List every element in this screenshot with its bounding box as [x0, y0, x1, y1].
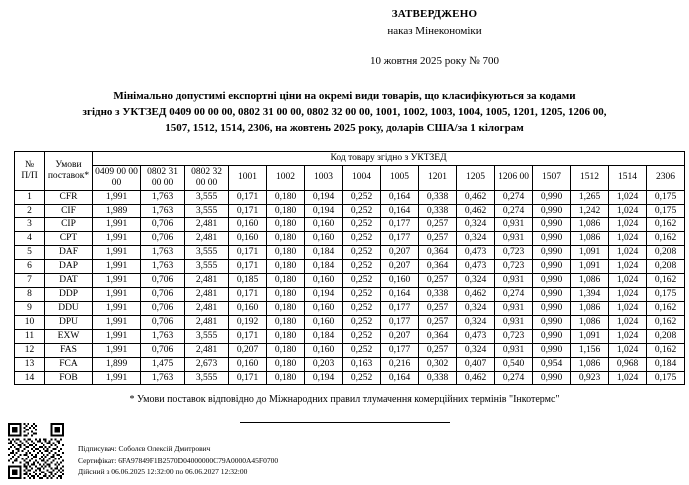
price-cell: 1,024	[609, 315, 647, 329]
price-cell: 0,338	[419, 190, 457, 204]
price-cell: 1,763	[141, 329, 185, 343]
price-cell: 1,024	[609, 260, 647, 274]
price-cell: 0,180	[267, 274, 305, 288]
price-cell: 0,257	[419, 315, 457, 329]
price-cell: 0,177	[381, 315, 419, 329]
price-cell: 0,184	[305, 260, 343, 274]
table-row	[15, 274, 685, 288]
document-title-line-1: Мінімально допустимі експортні ціни на окремі види товарів, що класифікуються за кодами	[113, 90, 576, 102]
price-cell: 1,989	[93, 204, 141, 218]
price-cell: 0,185	[229, 274, 267, 288]
price-cell: 1,086	[571, 218, 609, 232]
price-cell: 0,208	[647, 246, 685, 260]
price-cell: 0,160	[305, 301, 343, 315]
price-cell: 0,257	[419, 301, 457, 315]
price-cell: 1,265	[571, 190, 609, 204]
price-cell: 1,086	[571, 232, 609, 246]
price-cell: 2,481	[185, 218, 229, 232]
price-cell: 1,091	[571, 329, 609, 343]
price-cell: 0,252	[343, 301, 381, 315]
price-cell: 0,180	[267, 343, 305, 357]
price-cell: 1,024	[609, 246, 647, 260]
price-cell: 0,164	[381, 190, 419, 204]
price-cell: 0,462	[457, 371, 495, 385]
price-cell: 3,555	[185, 204, 229, 218]
price-cell: 0,180	[267, 190, 305, 204]
row-delivery-terms: DAT	[45, 274, 93, 288]
header-code-10: 1206 00	[495, 165, 533, 190]
price-cell: 0,192	[229, 315, 267, 329]
price-cell: 1,991	[93, 260, 141, 274]
table-row	[15, 357, 685, 371]
price-cell: 1,991	[93, 301, 141, 315]
price-cell: 0,338	[419, 204, 457, 218]
price-cell: 0,162	[647, 218, 685, 232]
approval-block	[194, 8, 675, 37]
price-cell: 0,207	[381, 260, 419, 274]
price-cell: 3,555	[185, 371, 229, 385]
price-cell: 0,160	[305, 343, 343, 357]
table-row	[15, 315, 685, 329]
price-cell: 2,481	[185, 343, 229, 357]
price-cell: 0,990	[533, 260, 571, 274]
price-cell: 0,257	[419, 218, 457, 232]
price-cell: 1,024	[609, 288, 647, 302]
price-cell: 0,540	[495, 357, 533, 371]
price-cell: 1,991	[93, 329, 141, 343]
price-cell: 0,194	[305, 204, 343, 218]
price-cell: 0,706	[141, 274, 185, 288]
price-cell: 0,324	[457, 315, 495, 329]
price-cell: 0,257	[419, 343, 457, 357]
price-cell: 0,274	[495, 190, 533, 204]
header-code-7: 1005	[381, 165, 419, 190]
header-code-2: 0802 32 00 00	[185, 165, 229, 190]
price-cell: 0,473	[457, 246, 495, 260]
price-cell: 0,252	[343, 371, 381, 385]
price-cell: 0,364	[419, 246, 457, 260]
price-cell: 0,184	[305, 329, 343, 343]
price-cell: 3,555	[185, 260, 229, 274]
price-cell: 0,954	[533, 357, 571, 371]
price-cell: 0,462	[457, 204, 495, 218]
price-cell: 1,899	[93, 357, 141, 371]
price-cell: 0,462	[457, 288, 495, 302]
table-row	[15, 204, 685, 218]
price-cell: 0,175	[647, 190, 685, 204]
price-cell: 0,257	[419, 232, 457, 246]
price-cell: 0,162	[647, 315, 685, 329]
price-cell: 0,990	[533, 218, 571, 232]
row-index: 2	[15, 204, 45, 218]
price-cell: 0,180	[267, 288, 305, 302]
price-cell: 0,175	[647, 204, 685, 218]
price-cell: 0,171	[229, 260, 267, 274]
price-cell: 0,162	[647, 232, 685, 246]
price-cell: 0,160	[229, 301, 267, 315]
price-cell: 0,252	[343, 343, 381, 357]
price-cell: 1,024	[609, 218, 647, 232]
price-cell: 0,723	[495, 246, 533, 260]
price-cell: 0,324	[457, 218, 495, 232]
price-cell: 1,024	[609, 301, 647, 315]
price-cell: 0,207	[229, 343, 267, 357]
price-cell: 0,706	[141, 218, 185, 232]
price-cell: 0,968	[609, 357, 647, 371]
price-cell: 1,024	[609, 343, 647, 357]
price-cell: 1,091	[571, 260, 609, 274]
price-cell: 0,252	[343, 232, 381, 246]
price-cell: 0,252	[343, 260, 381, 274]
price-cell: 0,180	[267, 357, 305, 371]
table-row	[15, 218, 685, 232]
price-cell: 0,177	[381, 218, 419, 232]
price-cell: 0,990	[533, 315, 571, 329]
price-cell: 0,194	[305, 190, 343, 204]
price-cell: 0,162	[647, 274, 685, 288]
header-index-cell	[15, 151, 45, 190]
table-row	[15, 190, 685, 204]
price-cell: 1,991	[93, 218, 141, 232]
price-cell: 3,555	[185, 246, 229, 260]
price-cell: 1,991	[93, 288, 141, 302]
row-delivery-terms: DPU	[45, 315, 93, 329]
table-footnote: * Умови поставок відповідно до Міжнародних правил тлумачення комерційних термінів "Інкотермс"	[129, 394, 560, 406]
price-cell: 0,160	[305, 274, 343, 288]
order-date-line: 10 жовтня 2025 року № 700	[370, 55, 499, 67]
price-cell: 0,180	[267, 371, 305, 385]
qr-code-image	[8, 423, 64, 479]
row-delivery-terms: DDU	[45, 301, 93, 315]
price-cell: 0,171	[229, 371, 267, 385]
table-row	[15, 260, 685, 274]
table-row	[15, 301, 685, 315]
row-delivery-terms: CIP	[45, 218, 93, 232]
row-delivery-terms: FOB	[45, 371, 93, 385]
price-cell: 0,207	[381, 329, 419, 343]
table-header-row-codes	[15, 165, 685, 190]
price-cell: 2,481	[185, 301, 229, 315]
price-cell: 1,991	[93, 274, 141, 288]
row-index: 9	[15, 301, 45, 315]
price-cell: 0,160	[305, 232, 343, 246]
price-cell: 0,473	[457, 260, 495, 274]
price-cell: 0,164	[381, 288, 419, 302]
price-cell: 2,481	[185, 232, 229, 246]
price-cell: 0,180	[267, 315, 305, 329]
price-cell: 1,991	[93, 343, 141, 357]
price-cell: 0,252	[343, 288, 381, 302]
table-row	[15, 246, 685, 260]
price-cell: 0,171	[229, 329, 267, 343]
price-cell: 0,252	[343, 315, 381, 329]
price-cell: 0,194	[305, 288, 343, 302]
price-cell: 0,257	[419, 274, 457, 288]
price-cell: 0,931	[495, 232, 533, 246]
price-cell: 0,171	[229, 246, 267, 260]
signature-validity: Дійсний з 06.06.2025 12:32:00 по 06.06.2027 12:32:00	[78, 466, 248, 476]
price-cell: 1,086	[571, 274, 609, 288]
header-code-group: Код товару згідно з УКТЗЕД	[93, 151, 685, 165]
price-cell: 0,171	[229, 190, 267, 204]
header-index-line-2: П/П	[21, 170, 38, 181]
header-code-3: 1001	[229, 165, 267, 190]
price-cell: 0,931	[495, 301, 533, 315]
price-cell: 1,763	[141, 260, 185, 274]
header-code-4: 1002	[267, 165, 305, 190]
price-cell: 0,990	[533, 301, 571, 315]
table-header-row-group	[15, 151, 685, 165]
price-cell: 1,991	[93, 232, 141, 246]
price-cell: 0,931	[495, 274, 533, 288]
price-cell: 1,086	[571, 315, 609, 329]
price-cell: 2,481	[185, 288, 229, 302]
header-terms-line-2: поставок*	[47, 170, 90, 181]
price-cell: 1,024	[609, 274, 647, 288]
price-cell: 0,208	[647, 260, 685, 274]
price-cell: 0,160	[305, 218, 343, 232]
price-cell: 0,180	[267, 218, 305, 232]
prices-table-body	[15, 190, 685, 385]
header-code-8: 1201	[419, 165, 457, 190]
row-index: 11	[15, 329, 45, 343]
price-cell: 0,923	[571, 371, 609, 385]
row-delivery-terms: EXW	[45, 329, 93, 343]
row-index: 10	[15, 315, 45, 329]
price-cell: 1,086	[571, 357, 609, 371]
header-code-9: 1205	[457, 165, 495, 190]
price-cell: 0,160	[229, 218, 267, 232]
header-terms-line-1: Умови	[55, 159, 82, 170]
price-cell: 0,990	[533, 232, 571, 246]
price-cell: 1,086	[571, 301, 609, 315]
price-cell: 3,555	[185, 190, 229, 204]
price-cell: 0,160	[305, 315, 343, 329]
header-index-line-1: №	[24, 159, 35, 170]
price-cell: 0,274	[495, 288, 533, 302]
table-row	[15, 343, 685, 357]
header-code-11: 1507	[533, 165, 571, 190]
price-cell: 0,931	[495, 218, 533, 232]
price-cell: 1,991	[93, 371, 141, 385]
price-cell: 0,990	[533, 343, 571, 357]
price-cell: 0,208	[647, 329, 685, 343]
price-cell: 0,180	[267, 301, 305, 315]
price-cell: 0,207	[381, 246, 419, 260]
price-cell: 0,177	[381, 343, 419, 357]
price-cell: 0,324	[457, 274, 495, 288]
table-row	[15, 288, 685, 302]
price-cell: 0,990	[533, 274, 571, 288]
price-cell: 0,160	[381, 274, 419, 288]
row-delivery-terms: DDP	[45, 288, 93, 302]
price-cell: 0,162	[647, 343, 685, 357]
price-cell: 1,156	[571, 343, 609, 357]
price-cell: 0,706	[141, 232, 185, 246]
price-cell: 0,364	[419, 329, 457, 343]
price-cell: 0,252	[343, 190, 381, 204]
header-code-0: 0409 00 00 00	[93, 165, 141, 190]
price-cell: 1,763	[141, 246, 185, 260]
price-cell: 0,171	[229, 288, 267, 302]
price-cell: 1,091	[571, 246, 609, 260]
row-index: 1	[15, 190, 45, 204]
signature-signer: Підписувач: Соболєв Олексій Дмитрович	[78, 444, 211, 454]
row-delivery-terms: DAP	[45, 260, 93, 274]
row-delivery-terms: DAF	[45, 246, 93, 260]
price-cell: 1,024	[609, 329, 647, 343]
row-index: 3	[15, 218, 45, 232]
price-cell: 0,706	[141, 288, 185, 302]
row-index: 6	[15, 260, 45, 274]
price-cell: 1,991	[93, 190, 141, 204]
price-cell: 0,990	[533, 371, 571, 385]
price-cell: 0,175	[647, 371, 685, 385]
row-delivery-terms: FAS	[45, 343, 93, 357]
row-delivery-terms: CPT	[45, 232, 93, 246]
price-cell: 0,164	[381, 371, 419, 385]
price-cell: 2,481	[185, 274, 229, 288]
price-cell: 1,763	[141, 204, 185, 218]
price-cell: 2,673	[185, 357, 229, 371]
price-cell: 0,990	[533, 246, 571, 260]
price-cell: 0,723	[495, 329, 533, 343]
header-code-12: 1512	[571, 165, 609, 190]
row-index: 7	[15, 274, 45, 288]
price-cell: 0,203	[305, 357, 343, 371]
row-delivery-terms: CFR	[45, 190, 93, 204]
price-cell: 1,024	[609, 371, 647, 385]
price-cell: 0,706	[141, 315, 185, 329]
price-cell: 0,473	[457, 329, 495, 343]
price-cell: 1,394	[571, 288, 609, 302]
row-delivery-terms: CIF	[45, 204, 93, 218]
signature-certificate: Сертифікат: 6FA97849F1B2570D04000000C79A0000A45F0700	[78, 455, 279, 465]
price-cell: 0,252	[343, 274, 381, 288]
price-cell: 0,252	[343, 218, 381, 232]
price-cell: 0,407	[457, 357, 495, 371]
price-cell: 3,555	[185, 329, 229, 343]
price-cell: 0,160	[229, 232, 267, 246]
price-cell: 0,180	[267, 246, 305, 260]
prices-table	[14, 151, 685, 386]
price-cell: 0,990	[533, 288, 571, 302]
price-cell: 0,931	[495, 315, 533, 329]
row-delivery-terms: FCA	[45, 357, 93, 371]
row-index: 12	[15, 343, 45, 357]
price-cell: 0,163	[343, 357, 381, 371]
header-code-1: 0802 31 00 00	[141, 165, 185, 190]
price-cell: 0,338	[419, 288, 457, 302]
table-row	[15, 232, 685, 246]
document-title-line-2: згідно з УКТЗЕД 0409 00 00 00, 0802 31 00 00, 0802 32 00 00, 1001, 1002, 1003, 1004, 1005, 1201, 1205, 1206 00,	[82, 105, 607, 118]
price-cell: 0,462	[457, 190, 495, 204]
price-cell: 0,194	[305, 371, 343, 385]
table-row	[15, 371, 685, 385]
price-cell: 0,177	[381, 232, 419, 246]
approval-heading: ЗАТВЕРДЖЕНО	[391, 8, 478, 20]
price-cell: 1,242	[571, 204, 609, 218]
price-cell: 0,338	[419, 371, 457, 385]
price-cell: 0,252	[343, 204, 381, 218]
header-terms-cell	[45, 151, 93, 190]
header-code-6: 1004	[343, 165, 381, 190]
signature-rule	[240, 421, 450, 423]
price-cell: 1,991	[93, 246, 141, 260]
price-cell: 0,931	[495, 343, 533, 357]
price-cell: 0,706	[141, 301, 185, 315]
row-index: 13	[15, 357, 45, 371]
price-cell: 0,302	[419, 357, 457, 371]
price-cell: 0,990	[533, 204, 571, 218]
price-cell: 0,180	[267, 329, 305, 343]
price-cell: 0,175	[647, 288, 685, 302]
price-cell: 0,274	[495, 371, 533, 385]
header-code-5: 1003	[305, 165, 343, 190]
price-cell: 1,475	[141, 357, 185, 371]
row-index: 4	[15, 232, 45, 246]
price-cell: 0,990	[533, 190, 571, 204]
price-cell: 0,990	[533, 329, 571, 343]
price-cell: 0,180	[267, 260, 305, 274]
approval-subheading: наказ Мінекономіки	[387, 25, 482, 37]
price-cell: 0,216	[381, 357, 419, 371]
price-cell: 2,481	[185, 315, 229, 329]
price-cell: 0,324	[457, 232, 495, 246]
price-cell: 0,180	[267, 232, 305, 246]
price-cell: 0,162	[647, 301, 685, 315]
document-title	[14, 89, 675, 137]
price-cell: 0,252	[343, 246, 381, 260]
price-cell: 0,252	[343, 329, 381, 343]
row-index: 14	[15, 371, 45, 385]
price-cell: 0,274	[495, 204, 533, 218]
price-cell: 0,706	[141, 343, 185, 357]
row-index: 5	[15, 246, 45, 260]
document-title-line-3: 1507, 1512, 1514, 2306, на жовтень 2025 року, доларів США/за 1 кілограм	[165, 121, 524, 134]
price-cell: 1,024	[609, 204, 647, 218]
price-cell: 0,164	[381, 204, 419, 218]
price-cell: 0,324	[457, 343, 495, 357]
header-code-14: 2306	[647, 165, 685, 190]
table-row	[15, 329, 685, 343]
price-cell: 0,364	[419, 260, 457, 274]
header-code-13: 1514	[609, 165, 647, 190]
price-cell: 0,184	[647, 357, 685, 371]
price-cell: 0,160	[229, 357, 267, 371]
price-cell: 0,171	[229, 204, 267, 218]
qr-code	[8, 423, 64, 479]
price-cell: 1,024	[609, 232, 647, 246]
row-index: 8	[15, 288, 45, 302]
price-cell: 1,763	[141, 190, 185, 204]
price-cell: 0,177	[381, 301, 419, 315]
signature-block	[78, 443, 278, 477]
price-cell: 1,991	[93, 315, 141, 329]
price-cell: 0,180	[267, 204, 305, 218]
price-cell: 1,763	[141, 371, 185, 385]
price-cell: 1,024	[609, 190, 647, 204]
price-cell: 0,324	[457, 301, 495, 315]
price-cell: 0,723	[495, 260, 533, 274]
price-cell: 0,184	[305, 246, 343, 260]
